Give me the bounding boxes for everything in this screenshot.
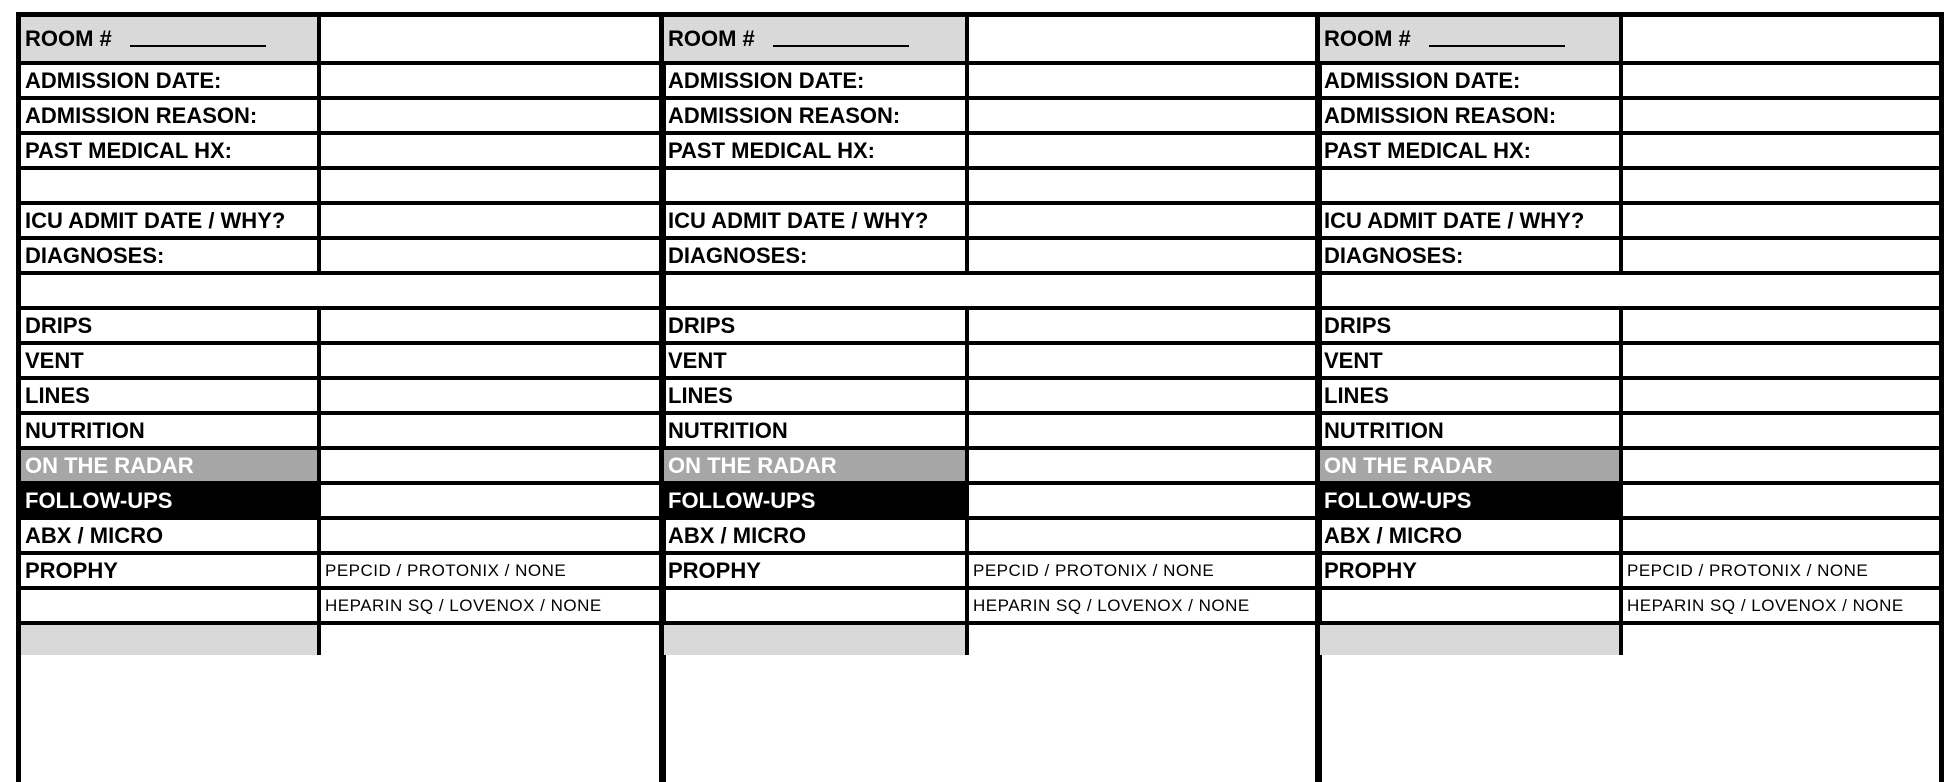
vent-label: VENT [21,345,321,376]
drips-field[interactable] [1623,310,1939,341]
vent-row [664,345,1317,380]
patient-panel-3 [1315,12,1944,782]
blank-label [664,590,969,621]
on-the-radar-row [664,450,1317,485]
icu-admit-field[interactable] [969,205,1317,236]
icu-admit-row [664,205,1317,240]
lines-label: LINES [21,380,321,411]
on-the-radar-row [21,450,661,485]
prophy-dvt-options[interactable]: HEPARIN SQ / LOVENOX / NONE [973,595,1250,615]
follow-ups-row [664,485,1317,520]
diagnoses-wide-field[interactable] [664,275,1317,306]
room-row [664,17,1317,65]
diagnoses-row [664,240,1317,275]
diagnoses-wide-field[interactable] [1320,275,1939,306]
abx-micro-field[interactable] [321,520,661,551]
vent-field[interactable] [969,345,1317,376]
patient-panel-2 [659,12,1322,782]
lines-row [1320,380,1939,415]
admission-date-field[interactable] [1623,65,1939,96]
next-room-row [664,625,1317,655]
drips-label: DRIPS [21,310,321,341]
diagnoses-wide-field[interactable] [21,275,661,306]
admission-date-label: ADMISSION DATE: [664,65,969,96]
follow-ups-label: FOLLOW-UPS [21,485,321,516]
vent-label: VENT [1320,345,1623,376]
prophy-row [21,555,661,590]
drips-label: DRIPS [1320,310,1623,341]
lines-field[interactable] [321,380,661,411]
room-row [21,17,661,65]
admission-date-row [664,65,1317,100]
icu-admit-label: ICU ADMIT DATE / WHY? [1320,205,1623,236]
prophy-dvt-row [664,590,1317,625]
prophy-dvt-options[interactable]: HEPARIN SQ / LOVENOX / NONE [325,595,602,615]
room-value-field[interactable] [1623,17,1939,61]
abx-micro-row [1320,520,1939,555]
abx-micro-row [664,520,1317,555]
on-the-radar-label: ON THE RADAR [664,450,969,481]
admission-reason-label: ADMISSION REASON: [21,100,321,131]
prophy-row [664,555,1317,590]
diagnoses-row [21,240,661,275]
vent-row [1320,345,1939,380]
prophy-gi-options[interactable]: PEPCID / PROTONIX / NONE [325,560,567,580]
diagnoses-field[interactable] [1623,240,1939,271]
on-the-radar-row [1320,450,1939,485]
room-value-field[interactable] [969,17,1317,61]
past-medical-hx-extra-field[interactable] [1623,170,1939,201]
past-medical-hx-extra-row [1320,170,1939,205]
follow-ups-field[interactable] [321,485,661,516]
follow-ups-label: FOLLOW-UPS [1320,485,1623,516]
admission-reason-row [21,100,661,135]
nutrition-row [1320,415,1939,450]
next-room-field[interactable] [1623,625,1939,655]
on-the-radar-label: ON THE RADAR [1320,450,1623,481]
follow-ups-field[interactable] [969,485,1317,516]
abx-micro-field[interactable] [1623,520,1939,551]
abx-micro-label: ABX / MICRO [664,520,969,551]
past-medical-hx-extra-field[interactable] [321,170,661,201]
blank-label [1320,170,1623,201]
prophy-dvt-options[interactable]: HEPARIN SQ / LOVENOX / NONE [1627,595,1904,615]
nutrition-field[interactable] [321,415,661,446]
admission-date-field[interactable] [321,65,661,96]
on-the-radar-field[interactable] [1623,450,1939,481]
admission-reason-field[interactable] [321,100,661,131]
abx-micro-field[interactable] [969,520,1317,551]
icu-admit-field[interactable] [321,205,661,236]
diagnoses-field[interactable] [321,240,661,271]
on-the-radar-field[interactable] [321,450,661,481]
drips-field[interactable] [969,310,1317,341]
on-the-radar-label: ON THE RADAR [21,450,321,481]
drips-field[interactable] [321,310,661,341]
admission-reason-label: ADMISSION REASON: [664,100,969,131]
next-room-label [1320,625,1623,655]
icu-admit-row [21,205,661,240]
follow-ups-label: FOLLOW-UPS [664,485,969,516]
admission-reason-field[interactable] [969,100,1317,131]
room-value-field[interactable] [321,17,661,61]
abx-micro-label: ABX / MICRO [21,520,321,551]
diagnoses-field[interactable] [969,240,1317,271]
prophy-label: PROPHY [21,555,321,586]
admission-date-row [1320,65,1939,100]
follow-ups-row [21,485,661,520]
nutrition-label: NUTRITION [21,415,321,446]
prophy-label: PROPHY [1320,555,1623,586]
next-room-label [664,625,969,655]
diagnoses-label: DIAGNOSES: [664,240,969,271]
next-room-row [1320,625,1939,655]
past-medical-hx-label: PAST MEDICAL HX: [1320,135,1623,166]
icu-admit-row [1320,205,1939,240]
admission-date-row [21,65,661,100]
prophy-gi-options[interactable]: PEPCID / PROTONIX / NONE [973,560,1215,580]
room-label: ROOM # [1320,17,1623,61]
drips-row [664,310,1317,345]
past-medical-hx-row [21,135,661,170]
past-medical-hx-label: PAST MEDICAL HX: [664,135,969,166]
admission-date-label: ADMISSION DATE: [21,65,321,96]
vent-field[interactable] [1623,345,1939,376]
admission-reason-field[interactable] [1623,100,1939,131]
admission-reason-row [1320,100,1939,135]
vent-field[interactable] [321,345,661,376]
prophy-dvt-row [21,590,661,625]
prophy-dvt-row [1320,590,1939,625]
nutrition-row [21,415,661,450]
past-medical-hx-field[interactable] [1623,135,1939,166]
vent-row [21,345,661,380]
lines-label: LINES [1320,380,1623,411]
nutrition-field[interactable] [1623,415,1939,446]
admission-date-label: ADMISSION DATE: [1320,65,1623,96]
past-medical-hx-row [1320,135,1939,170]
past-medical-hx-field[interactable] [321,135,661,166]
past-medical-hx-field[interactable] [969,135,1317,166]
follow-ups-field[interactable] [1623,485,1939,516]
icu-admit-label: ICU ADMIT DATE / WHY? [664,205,969,236]
prophy-label: PROPHY [664,555,969,586]
diagnoses-wide-row [1320,275,1939,310]
lines-row [21,380,661,415]
drips-label: DRIPS [664,310,969,341]
past-medical-hx-extra-row [21,170,661,205]
prophy-row [1320,555,1939,590]
nutrition-label: NUTRITION [1320,415,1623,446]
past-medical-hx-extra-row [664,170,1317,205]
blank-label [21,590,321,621]
nutrition-row [664,415,1317,450]
lines-field[interactable] [1623,380,1939,411]
abx-micro-row [21,520,661,555]
next-room-field[interactable] [321,625,661,655]
diagnoses-wide-row [664,275,1317,310]
past-medical-hx-label: PAST MEDICAL HX: [21,135,321,166]
room-label: ROOM # [21,17,321,61]
next-room-label [21,625,321,655]
drips-row [21,310,661,345]
diagnoses-row [1320,240,1939,275]
blank-label [1320,590,1623,621]
lines-field[interactable] [969,380,1317,411]
next-room-row [21,625,661,655]
prophy-gi-options[interactable]: PEPCID / PROTONIX / NONE [1627,560,1869,580]
blank-label [21,170,321,201]
on-the-radar-field[interactable] [969,450,1317,481]
next-room-field[interactable] [969,625,1317,655]
admission-reason-row [664,100,1317,135]
follow-ups-row [1320,485,1939,520]
icu-census-sheet [16,12,1944,782]
drips-row [1320,310,1939,345]
room-row [1320,17,1939,65]
diagnoses-label: DIAGNOSES: [1320,240,1623,271]
patient-panel-1 [16,12,666,782]
nutrition-label: NUTRITION [664,415,969,446]
diagnoses-label: DIAGNOSES: [21,240,321,271]
room-label: ROOM # [664,17,969,61]
icu-admit-label: ICU ADMIT DATE / WHY? [21,205,321,236]
abx-micro-label: ABX / MICRO [1320,520,1623,551]
diagnoses-wide-row [21,275,661,310]
past-medical-hx-row [664,135,1317,170]
icu-admit-field[interactable] [1623,205,1939,236]
admission-date-field[interactable] [969,65,1317,96]
blank-label [664,170,969,201]
vent-label: VENT [664,345,969,376]
past-medical-hx-extra-field[interactable] [969,170,1317,201]
nutrition-field[interactable] [969,415,1317,446]
admission-reason-label: ADMISSION REASON: [1320,100,1623,131]
lines-label: LINES [664,380,969,411]
lines-row [664,380,1317,415]
